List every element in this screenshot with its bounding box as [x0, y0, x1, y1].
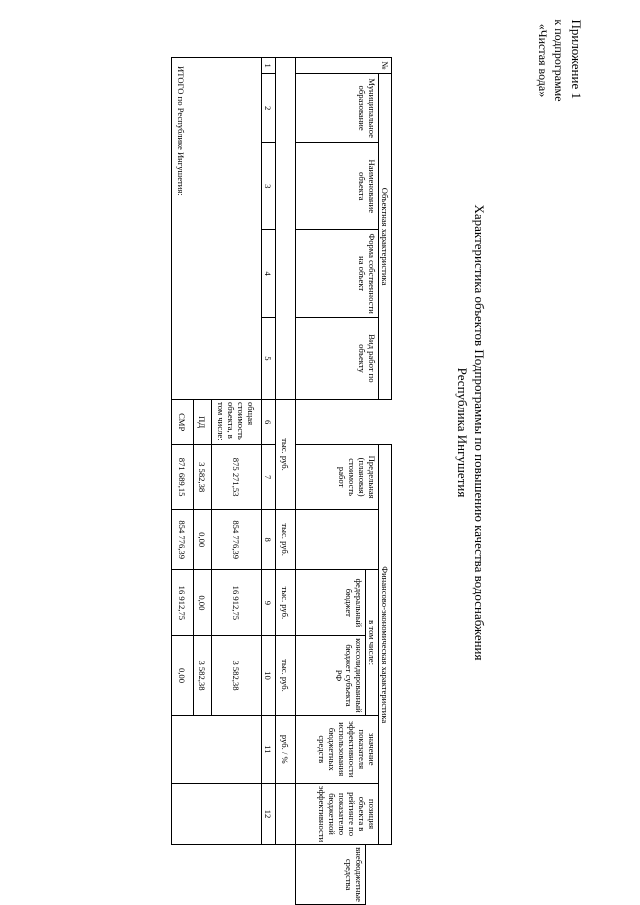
col-number: 12	[262, 783, 276, 844]
unit-extrabudget: тыс. руб.	[276, 636, 296, 715]
cell-max-cost: 875 271,53	[212, 445, 262, 510]
cell-extrabudget: 3 582,38	[194, 636, 212, 715]
header-indicator: значение показателя эффективности использования бюджетных средств	[296, 715, 379, 783]
unit-max-cost: тыс. руб.	[276, 400, 296, 510]
cell-extrabudget: 0,00	[172, 636, 194, 715]
col-number: 6	[262, 400, 276, 445]
col-number: 3	[262, 143, 276, 230]
col-number: 5	[262, 317, 276, 399]
cell-max-cost: 3 582,38	[194, 445, 212, 510]
objects-table	[171, 57, 392, 905]
cell-max-cost: 871 689,15	[172, 445, 194, 510]
group-object: Объектная характеристика	[379, 74, 392, 400]
col-number: 1	[262, 58, 276, 74]
header-municipality: Муниципальное образование	[296, 74, 379, 143]
header-rating: позиция объекта в рейтинге по показателю бюджетной эффективности	[296, 783, 379, 844]
group-finance: Финансово-экономическая характеристика	[379, 445, 392, 845]
row-label: общая стоимость объекта, в том числе:	[212, 400, 262, 445]
group-incl: в том числе:	[366, 570, 379, 715]
col-number: 4	[262, 230, 276, 317]
col-number: 10	[262, 636, 276, 715]
header-max-cost: Предельная (плановая) стоимость работ	[296, 445, 379, 510]
row-label: СМР	[172, 400, 194, 445]
cell-federal: 854 776,39	[212, 509, 262, 570]
header-ownership: Форма собственности на объект	[296, 230, 379, 317]
cell-extrabudget: 3 582,38	[212, 636, 262, 715]
cell-federal: 0,00	[194, 509, 212, 570]
header-consolidated: консолидированный бюджет субъекта РФ	[296, 636, 366, 715]
col-number: 11	[262, 715, 276, 783]
col-number: 8	[262, 509, 276, 570]
header-work-type: Вид работ по объекту	[296, 317, 379, 399]
cell-federal: 854 776,39	[172, 509, 194, 570]
cell-consolidated: 0,00	[194, 570, 212, 636]
total-label: ИТОГО по Республике Ингушетия:	[172, 58, 262, 400]
unit-consolidated: тыс. руб.	[276, 570, 296, 636]
col-number: 2	[262, 74, 276, 143]
document-region: Республика Ингушетия	[455, 367, 470, 498]
document-title: Характеристика объектов Подпрограммы по повышению качества водоснабжения	[472, 204, 487, 661]
cell-consolidated: 16 912,75	[172, 570, 194, 636]
header-federal: федеральный бюджет	[296, 570, 366, 636]
col-number: 7	[262, 445, 276, 510]
row-label: ПД	[194, 400, 212, 445]
col-number: 9	[262, 570, 276, 636]
cell-consolidated: 16 912,75	[212, 570, 262, 636]
header-extrabudget: внебюджетные средства	[296, 845, 366, 905]
header-name: Наименование объекта	[296, 143, 379, 230]
header-num: №	[296, 58, 392, 74]
unit-federal: тыс. руб.	[276, 509, 296, 570]
appendix-subtitle: к подпрограмме «Чистая вода»	[536, 19, 566, 102]
appendix-title: Приложение 1	[569, 19, 584, 99]
unit-indicator: руб. / %	[276, 715, 296, 783]
